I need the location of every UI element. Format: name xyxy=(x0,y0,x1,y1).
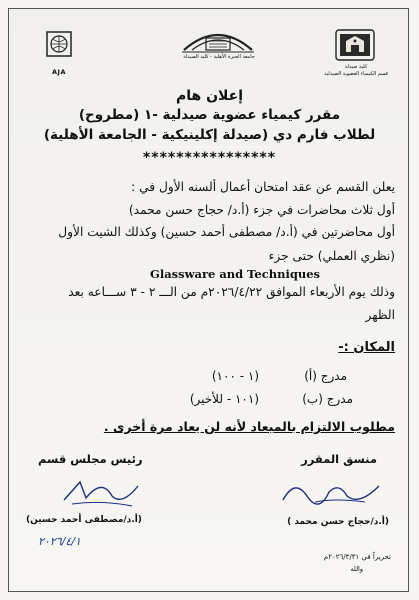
hall-a-range: (١ - ١٠٠) xyxy=(211,369,259,383)
university-emblem-icon xyxy=(176,24,260,54)
course-title: مقرر كيمياء عضوية صيدلية -١ (مطروح) xyxy=(78,107,341,123)
body-line-6: الظهر xyxy=(365,308,395,322)
department-head-title: رئيس مجلس قسم xyxy=(38,452,143,466)
footer-signoff: والله xyxy=(350,565,363,573)
attendance-note: مطلوب الالتزام بالميعاد لأنه لن يعاد مرة أخرى . xyxy=(103,419,395,434)
aja-logo xyxy=(34,30,84,76)
stars-divider: **************** xyxy=(142,150,277,166)
body-line-2: أول ثلاث محاضرات في جزء (أ.د/ حجاج حسن محمد) xyxy=(128,203,395,217)
body-line-4: (نظري العملي) حتى جزء xyxy=(268,249,395,263)
hall-b-range: (١٠١ - للأخير) xyxy=(189,392,259,406)
students-title: لطلاب فارم دي (صيدلة إكلينيكية - الجامعة الأهلية) xyxy=(43,127,376,143)
university-logo xyxy=(176,24,260,54)
department-head-signature xyxy=(52,470,148,512)
faculty-name xyxy=(316,64,396,78)
faculty-name-text: كلية صيدلة xyxy=(344,64,368,70)
pharmacy-emblem-icon xyxy=(332,26,378,64)
written-date: تحريراً في ٢٠٢٦/٣/٣١م xyxy=(323,553,391,561)
faculty-logo xyxy=(332,26,378,64)
aja-logo-text: AJA xyxy=(52,68,66,76)
university-name: جامعة الجيزة الأهلية - كلية الصيدلة xyxy=(183,54,255,60)
aja-emblem-icon xyxy=(34,30,84,66)
body-line-1: يعلن القسم عن عقد امتحان أعمال ألسنه الأول في : xyxy=(131,180,395,194)
department-name-text: قسم الكيمياء العضوية الصيدلية xyxy=(324,70,388,77)
body-line-5: وذلك يوم الأربعاء الموافق ٢٠٢٦/٤/٢٢م من الـــ ٢ - ٣ ســـاعه بعد xyxy=(68,285,395,299)
department-head-name: (أ.د/مصطفى أحمد حسين) xyxy=(26,515,142,525)
coordinator-title: منسق المقرر xyxy=(301,452,377,466)
coordinator-name: (أ.د/حجاج حسن محمد ) xyxy=(287,517,389,527)
handwritten-date: ٢٠٢٦/٤/١ xyxy=(38,535,81,548)
english-topic: Glassware and Techniques xyxy=(150,267,321,281)
hall-a-name: مدرج (أ) xyxy=(304,369,347,383)
announcement-title: إعلان هام xyxy=(175,88,244,104)
body-line-3: أول محاضرتين في (أ.د/ مصطفى أحمد حسين) وكذلك الشيت الأول xyxy=(58,225,395,239)
place-label: المكان :- xyxy=(338,340,395,355)
coordinator-signature xyxy=(275,472,385,512)
hall-b-name: مدرج (ب) xyxy=(302,392,353,406)
